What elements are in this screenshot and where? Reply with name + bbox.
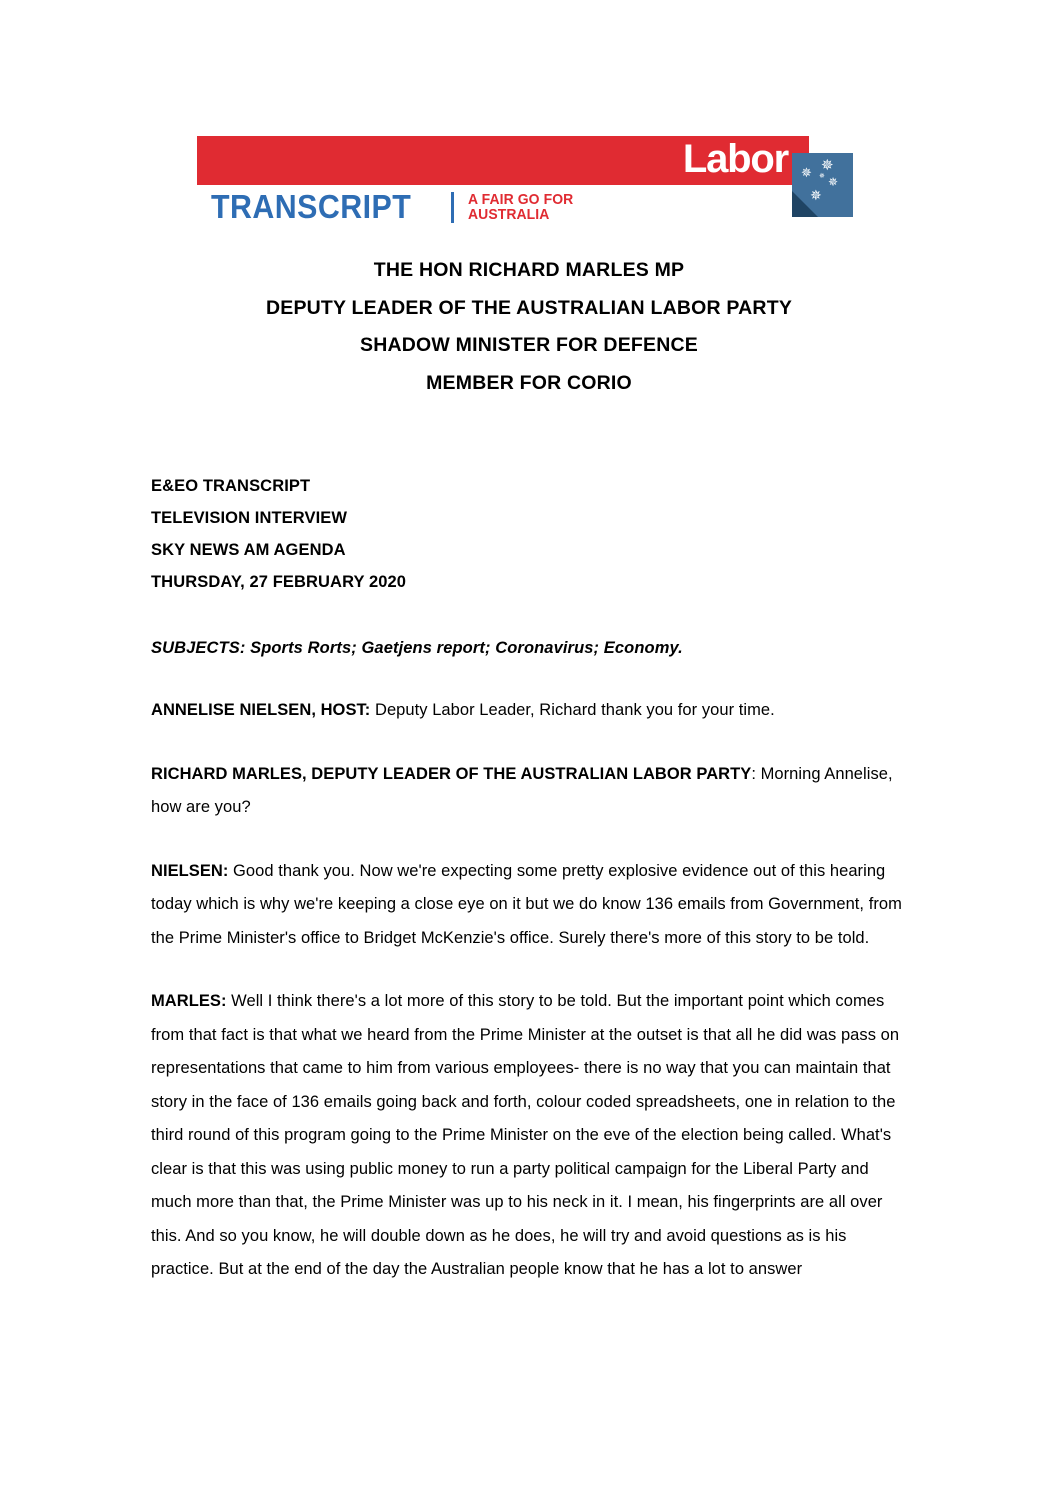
- meta-line-program: SKY NEWS AM AGENDA: [151, 541, 346, 559]
- speech-text: Well I think there's a lot more of this story to be told. But the important point which comes from that fact is that what we heard from the Prime Minister at the outset is that all he did was pass on representations that came to him from various employees- there is no way that you can maintain that story in the face of 136 emails going back and forth, colour coded spreadsheets, one in relation to the third round of this program going to the Prime Minister on the eve of the election being called. What's clear is that this was using public money to run a party political campaign for the Liberal Party and much more than that, the Prime Minister was up to his neck in it. I mean, his fingerprints are all over this. And so you know, he will double down as he does, he will try and avoid questions as is his practice. But at the end of the day the Australian people know that he has a lot to answer: [151, 992, 900, 1278]
- speech-text: Deputy Labor Leader, Richard thank you for your time.: [370, 701, 775, 719]
- meta-line-eeo-transcript: E&EO TRANSCRIPT: [151, 477, 311, 495]
- labor-letterhead: [197, 136, 856, 224]
- star-icon: ✵: [821, 156, 834, 174]
- star-icon: ✵: [810, 188, 822, 204]
- southern-cross-flag-icon: [792, 153, 853, 217]
- tagline-line-1: A FAIR GO FOR: [467, 191, 573, 208]
- dialogue-paragraph-marles-greeting: [151, 758, 913, 825]
- speaker-label: NIELSEN:: [151, 861, 229, 880]
- star-icon: ✵: [828, 175, 839, 189]
- labor-wordmark: Labor: [682, 137, 788, 181]
- dialogue-paragraph-nielsen-question: [151, 855, 913, 956]
- letterhead-divider: [451, 192, 454, 223]
- speaker-label: MARLES:: [151, 992, 227, 1010]
- star-icon: ✵: [819, 172, 825, 180]
- star-icon: ✵: [801, 166, 812, 181]
- transcript-wordmark: TRANSCRIPT: [211, 188, 412, 225]
- subjects-line: SUBJECTS: Sports Rorts; Gaetjens report; Coronavirus; Economy.: [151, 639, 683, 657]
- title-line-role-shadow-minister: SHADOW MINISTER FOR DEFENCE: [360, 334, 698, 356]
- document-body: [151, 470, 913, 1287]
- speech-text: : Morning Annelise, how are you?: [151, 764, 893, 816]
- title-line-name: THE HON RICHARD MARLES MP: [373, 259, 685, 281]
- letterhead-bottom-row: [211, 188, 581, 224]
- speaker-label: ANNELISE NIELSEN, HOST:: [151, 701, 371, 719]
- speaker-label: RICHARD MARLES, DEPUTY LEADER OF THE AUSTRALIAN LABOR PARTY: [151, 764, 752, 783]
- document-title-block: [0, 252, 1058, 402]
- title-line-role-deputy-leader: DEPUTY LEADER OF THE AUSTRALIAN LABOR PARTY: [265, 296, 793, 319]
- title-line-electorate: MEMBER FOR CORIO: [426, 371, 632, 394]
- labor-tagline: [468, 192, 573, 224]
- dialogue-paragraph-nielsen-intro: [151, 694, 913, 728]
- speech-text: Good thank you. Now we're expecting some pretty explosive evidence out of this hearing today which is why we're keeping a close eye on it but we do know 136 emails from Government, from the Prime Minister's office to Bridget McKenzie's office. Surely there's more of this story to be told.: [151, 861, 902, 947]
- meta-line-date: THURSDAY, 27 FEBRUARY 2020: [151, 573, 407, 591]
- tagline-line-2: AUSTRALIA: [467, 206, 550, 223]
- meta-line-format: TELEVISION INTERVIEW: [151, 509, 348, 527]
- dialogue-paragraph-marles-answer: [151, 985, 913, 1287]
